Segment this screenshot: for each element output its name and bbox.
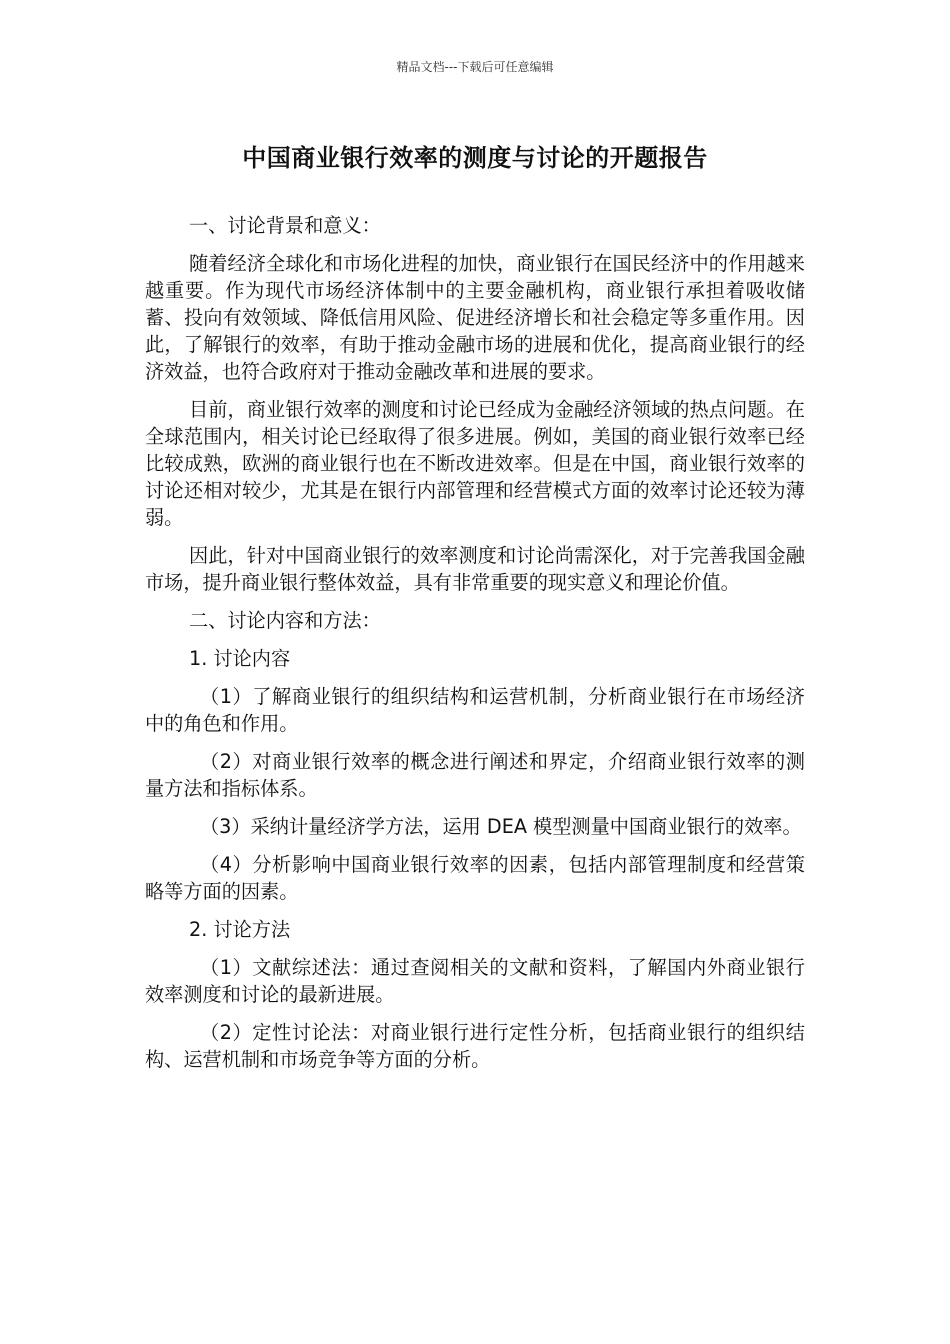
section-heading-content-method: 二、讨论内容和方法： bbox=[189, 609, 381, 632]
content-item-3: （3）采纳计量经济学方法，运用 DEA 模型测量中国商业银行的效率。 bbox=[200, 815, 802, 838]
document-title: 中国商业银行效率的测度与讨论的开题报告 bbox=[242, 144, 708, 172]
content-item-1: （1）了解商业银行的组织结构和运营机制，分析商业银行在市场经济中的角色和作用。 bbox=[145, 685, 805, 735]
method-item-1: （1）文献综述法：通过查阅相关的文献和资料，了解国内外商业银行效率测度和讨论的最新进展。 bbox=[145, 956, 805, 1006]
content-item-2: （2）对商业银行效率的概念进行阐述和界定，介绍商业银行效率的测量方法和指标体系。 bbox=[145, 750, 805, 800]
document-body bbox=[145, 212, 805, 1084]
subsection-heading-content: 1. 讨论内容 bbox=[189, 647, 291, 670]
paragraph-background-2: 目前，商业银行效率的测度和讨论已经成为金融经济领域的热点问题。在全球范围内，相关讨论已经取得了很多进展。例如，美国的商业银行效率已经比较成熟，欧洲的商业银行也在不断改进效率。但是在中国，商业银行效率的讨论还相对较少，尤其是在银行内部管理和经营模式方面的效率讨论还较为薄弱。 bbox=[145, 398, 805, 529]
section-heading-background: 一、讨论背景和意义： bbox=[189, 214, 381, 237]
paragraph-background-1: 随着经济全球化和市场化进程的加快，商业银行在国民经济中的作用越来越重要。作为现代市场经济体制中的主要金融机构，商业银行承担着吸收储蓄、投向有效领域、降低信用风险、促进经济增长和社会稳定等多重作用。因此，了解银行的效率，有助于推动金融市场的进展和优化，提高商业银行的经济效益，也符合政府对于推动金融改革和进展的要求。 bbox=[145, 252, 805, 383]
method-item-2: （2）定性讨论法：对商业银行进行定性分析，包括商业银行的组织结构、运营机制和市场竞争等方面的分析。 bbox=[145, 1021, 805, 1071]
page-header: 精品文档---下载后可任意编辑 bbox=[396, 60, 554, 74]
paragraph-background-3: 因此，针对中国商业银行的效率测度和讨论尚需深化，对于完善我国金融市场，提升商业银行整体效益，具有非常重要的现实意义和理论价值。 bbox=[145, 544, 805, 594]
content-item-4: （4）分析影响中国商业银行效率的因素，包括内部管理制度和经营策略等方面的因素。 bbox=[145, 853, 805, 903]
subsection-heading-method: 2. 讨论方法 bbox=[189, 918, 291, 941]
